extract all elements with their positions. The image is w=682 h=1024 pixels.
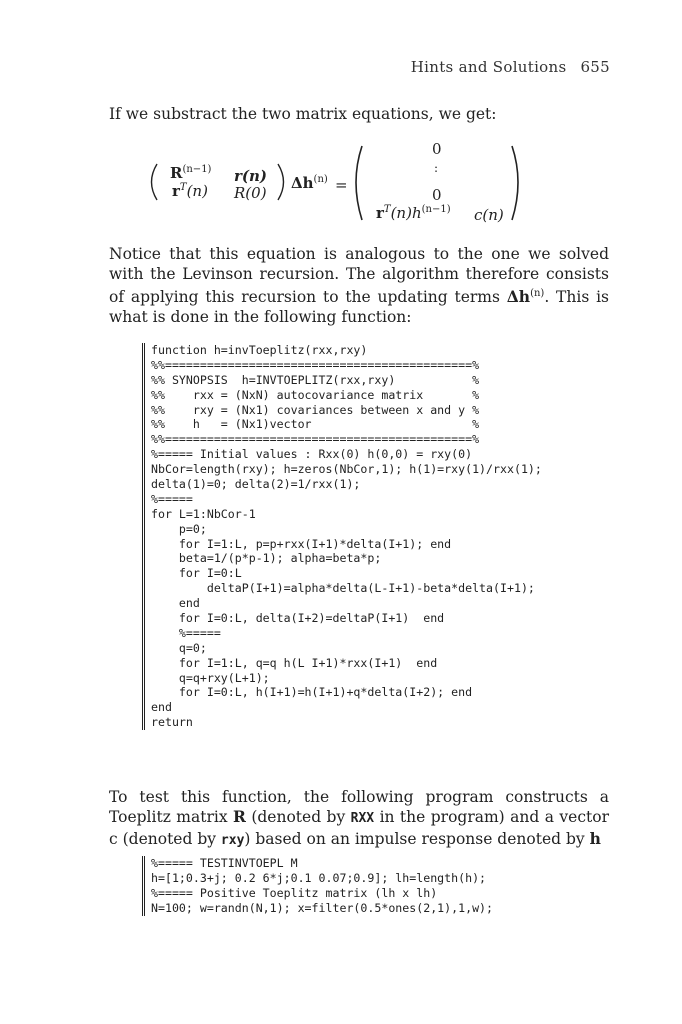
code-line: for I=0:L: [151, 566, 242, 581]
code-line: for I=1:L, q=q h(L I+1)*rxx(I+1) end: [151, 655, 438, 670]
lhs-r21: $r^T(n)$: [172, 182, 208, 200]
code-line: %=====: [151, 625, 221, 640]
code-line: %%============================================%: [151, 432, 480, 447]
paragraph-test-text-c: in the program) and a vector c (denoted by: [109, 808, 609, 848]
code-line: for I=0:L, delta(I+2)=deltaP(I+1) end: [151, 611, 445, 626]
rhs-r1: 0: [432, 140, 442, 158]
lhs-r22: R(0): [234, 184, 267, 202]
vector-h: h: [589, 829, 601, 848]
code-line: %===== Positive Toeplitz matrix (lh x lh): [151, 885, 438, 900]
paragraph-test: [109, 787, 609, 851]
equation-brackets: [0, 0, 682, 240]
delta-h-sup: (n): [530, 288, 545, 299]
delta-term: $\Delta h^{(n)}$: [291, 174, 328, 192]
code-line: delta(1)=0; delta(2)=1/rxx(1);: [151, 477, 361, 492]
code-rxy: rxy: [220, 833, 245, 848]
paragraph-notice-text-b: . This is what is done in the following function:: [109, 288, 609, 327]
code-line: N=100; w=randn(N,1); x=filter(0.5*ones(2,1),1,w);: [151, 900, 494, 915]
code-line: p=0;: [151, 521, 207, 536]
code-line: deltaP(I+1)=alpha*delta(L-I+1)-beta*delta(I+1);: [151, 581, 535, 596]
paragraph-test-text-a: To test this function, the following program constructs a Toeplitz matrix: [109, 788, 609, 826]
code-line: for L=1:NbCor-1: [151, 506, 256, 521]
page-number: 655: [580, 58, 610, 76]
code-listing-invtoeplitz: [142, 343, 542, 730]
matrix-R: R: [233, 807, 246, 826]
code-line: q=q+rxy(L+1);: [151, 670, 270, 685]
code-line: h=[1;0.3+j; 0.2 6*j;0.1 0.07;0.9]; lh=length(h);: [151, 870, 487, 885]
code-line: q=0;: [151, 640, 207, 655]
rhs-r4-a: $r^T(n)h^{(n-1)}$: [376, 204, 451, 222]
code-line: end: [151, 700, 172, 715]
delta-h-term: Δh: [506, 287, 531, 307]
matrix-equation: [0, 0, 682, 240]
code-line: %===== TESTINVTOEPL M: [151, 856, 298, 870]
paragraph-notice-text-a: Notice that this equation is analogous to the one we solved with the Levinson recursion. The algorithm therefore consists of applying this recursion to the updating terms: [109, 245, 609, 307]
code-listing-testinvtoepl: [142, 856, 493, 916]
code-line: %% SYNOPSIS h=INVTOEPLITZ(rxx,rxy) %: [151, 372, 480, 387]
code-line: %% rxy = (Nx1) covariances between x and y %: [151, 402, 480, 417]
lhs-r11: $R^{(n-1)}$: [170, 164, 212, 182]
equals-sign: =: [335, 176, 348, 194]
code-line: beta=1/(p*p-1); alpha=beta*p;: [151, 551, 382, 566]
code-line: function h=invToeplitz(rxx,rxy): [151, 343, 368, 357]
code-line: %===== Initial values : Rxx(0) h(0,0) = rxy(0): [151, 447, 473, 462]
code-RXX: RXX: [350, 811, 375, 826]
code-line: %%============================================%: [151, 357, 480, 372]
code-line: %=====: [151, 491, 193, 506]
code-line: for I=0:L, h(I+1)=h(I+1)+q*delta(I+2); end: [151, 685, 473, 700]
code-line: %% rxx = (NxN) autocovariance matrix %: [151, 387, 480, 402]
lhs-r12: r(n): [234, 167, 268, 185]
code-line: NbCor=length(rxy); h=zeros(NbCor,1); h(1)=rxy(1)/rxx(1);: [151, 462, 542, 477]
code-line: %% h = (Nx1)vector %: [151, 417, 480, 432]
rhs-r2: :: [434, 161, 439, 175]
paragraph-notice: [109, 244, 609, 327]
paragraph-test-text-b: (denoted by: [245, 808, 351, 826]
paragraph-test-text-d: ) based on an impulse response denoted by: [244, 830, 590, 848]
code-line: for I=1:L, p=p+rxx(I+1)*delta(I+1); end: [151, 536, 452, 551]
code-line: end: [151, 596, 200, 611]
header-title: Hints and Solutions: [410, 58, 567, 76]
rhs-r3: 0: [432, 186, 442, 204]
code-line: return: [151, 715, 193, 730]
paragraph-intro: If we substract the two matrix equations, we get:: [109, 105, 497, 123]
rhs-r4-c: c(n): [474, 206, 504, 224]
